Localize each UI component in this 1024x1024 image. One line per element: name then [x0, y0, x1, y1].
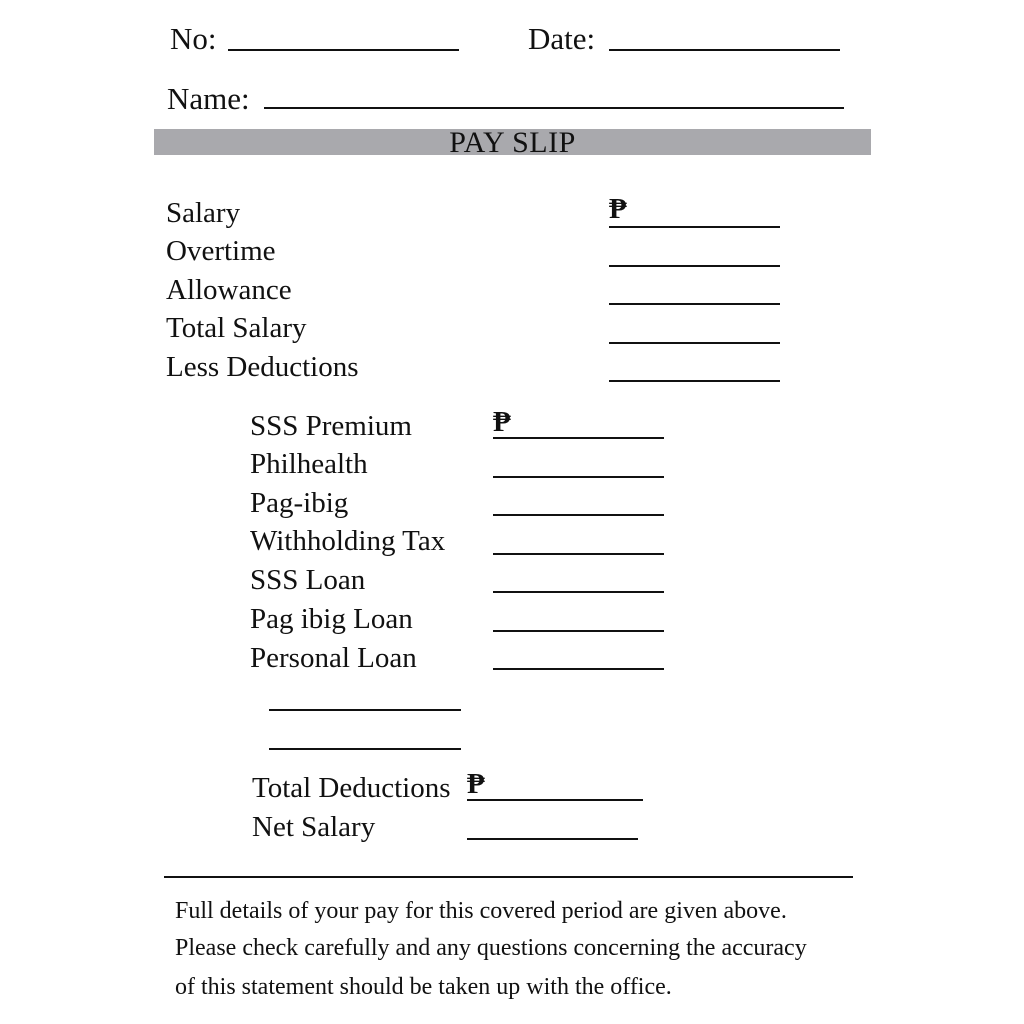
divider: [164, 876, 853, 878]
blank-deduction-line[interactable]: [269, 709, 461, 711]
name-field[interactable]: [264, 107, 844, 109]
philhealth-field[interactable]: [493, 476, 664, 478]
personal-loan-label: Personal Loan: [250, 642, 417, 674]
footer-note-line: Full details of your pay for this covered period are given above.: [175, 898, 787, 924]
no-field[interactable]: [228, 49, 459, 51]
less-deductions-label: Less Deductions: [166, 351, 359, 383]
sss-premium-label: SSS Premium: [250, 410, 412, 442]
philhealth-label: Philhealth: [250, 448, 368, 480]
pag-ibig-field[interactable]: [493, 514, 664, 516]
footer-note-line: of this statement should be taken up with the office.: [175, 974, 672, 1000]
allowance-field[interactable]: [609, 303, 780, 305]
withholding-tax-field[interactable]: [493, 553, 664, 555]
peso-icon: ₱: [609, 193, 627, 225]
sss-loan-label: SSS Loan: [250, 564, 366, 596]
sss-premium-field[interactable]: [493, 437, 664, 439]
allowance-label: Allowance: [166, 274, 292, 306]
overtime-label: Overtime: [166, 235, 276, 267]
pay-slip-banner: [154, 126, 871, 159]
pag-ibig-label: Pag-ibig: [250, 487, 349, 519]
less-deductions-field[interactable]: [609, 380, 780, 382]
name-label: Name:: [167, 81, 250, 116]
page-title: PAY SLIP: [449, 126, 576, 159]
total-deductions-label: Total Deductions: [252, 772, 451, 804]
peso-icon: ₱: [493, 406, 511, 438]
total-deductions-field[interactable]: [467, 799, 643, 801]
salary-field[interactable]: [609, 226, 780, 228]
sss-loan-field[interactable]: [493, 591, 664, 593]
date-field[interactable]: [609, 49, 840, 51]
net-salary-field[interactable]: [467, 838, 638, 840]
salary-label: Salary: [166, 197, 241, 229]
total-salary-field[interactable]: [609, 342, 780, 344]
withholding-tax-label: Withholding Tax: [250, 525, 446, 557]
overtime-field[interactable]: [609, 265, 780, 267]
peso-icon: ₱: [467, 768, 485, 800]
no-label: No:: [170, 21, 217, 56]
net-salary-label: Net Salary: [252, 811, 376, 843]
total-salary-label: Total Salary: [166, 312, 307, 344]
personal-loan-field[interactable]: [493, 668, 664, 670]
date-label: Date:: [528, 21, 596, 56]
pag-ibig-loan-label: Pag ibig Loan: [250, 603, 413, 635]
pag-ibig-loan-field[interactable]: [493, 630, 664, 632]
footer-note-line: Please check carefully and any questions concerning the accuracy: [175, 935, 807, 961]
blank-deduction-line[interactable]: [269, 748, 461, 750]
